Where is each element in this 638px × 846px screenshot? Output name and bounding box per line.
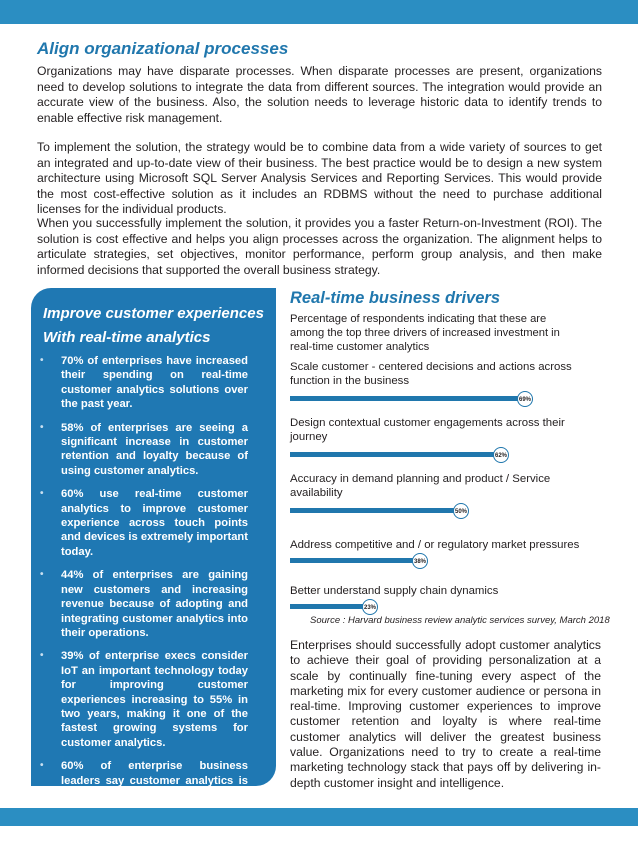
section-heading: Align organizational processes: [37, 39, 289, 58]
intro-paragraph-1: Organizations may have disparate processes. When disparate processes are present, organizations need to develop solutions to integrate the data from different sources. The integration would provide an accurate view of the business. Also, the solution needs to leverage historic data to identify trends to enable effective risk management.: [37, 64, 602, 125]
callout-bullet: • 39% of enterprise execs consider IoT an important technology today for improving customer experiences increasing to 55% in two years, making it one of the fastest growing systems for customer analytics.: [40, 650, 248, 749]
bottom-accent-bar: [0, 808, 638, 826]
bar-category-label: Design contextual customer engagements across their journey: [290, 417, 565, 444]
bar-category-label: Address competitive and / or regulatory market pressures: [290, 539, 580, 551]
callout-bullet: • 60% use real-time customer analytics to improve customer experience across touch points and devices is extremely important today.: [40, 488, 248, 558]
bar-value-label: 50%: [453, 503, 469, 519]
bar: [290, 396, 523, 401]
chart-subtitle: Percentage of respondents indicating that these are among the top three drivers of increased investment in real-time customer analytics: [290, 313, 560, 354]
bullet-icon: •: [40, 760, 44, 772]
callout-bullet: • 58% of enterprises are seeing a significant increase in customer retention and loyalty because of using customer analytics.: [40, 421, 248, 477]
bullet-icon: •: [40, 355, 44, 366]
closing-paragraph: Enterprises should successfully adopt customer analytics to achieve their goal of providing personalization at a scale by continually fine-tuning every aspect of the marketing mix for every customer audience or persona in real-time. Improving customer experiences to improve customer retention and loyalty is where real-time customer analytics will deliver the greatest business value. Organizations need to try to create a real-time marketing technology stack that pays off by delivering in-depth customer insight and intelligence.: [290, 638, 601, 790]
bar-value-label: 69%: [517, 391, 533, 407]
customer-experience-callout: [31, 288, 276, 845]
bar-value-label: 23%: [362, 599, 378, 615]
bullet-icon: •: [40, 569, 44, 581]
bar-category-label: Scale customer - centered decisions and actions across function in the business: [290, 361, 572, 388]
callout-bullet: • 60% of enterprise business leaders say customer analytics is extremely important today, scale.: [40, 760, 248, 845]
bar: [290, 558, 418, 563]
bar-value-label: 38%: [412, 553, 428, 569]
bullet-icon: •: [40, 421, 44, 433]
bullet-icon: •: [40, 488, 44, 500]
intro-paragraph-2: To implement the solution, the strategy would be to combine data from a wide variety of sources to get an integrated and up-to-date view of their business. The best practice would be to design a new system architecture using Microsoft SQL Server Analysis Services and Reporting Services. This would provide the most cost-effective solution as it includes an RDBMS without the need to purchase additional licenses for the individual products.: [37, 140, 602, 217]
bar: [290, 452, 499, 457]
bar: [290, 508, 459, 513]
chart-source: Source : Harvard business review analytic services survey, March 2018: [310, 615, 610, 626]
chart-heading: Real-time business drivers: [290, 289, 501, 307]
intro-paragraph-3: When you successfully implement the solution, it provides you a faster Return-on-Investment (ROI). The solution is cost effective and helps you align processes across the organization. The alignment helps to articulate strategies, set objectives, monitor performance, perform group analysis, and then make informed decisions that supported the overall business strategy.: [37, 216, 602, 277]
callout-title-line-2: With real-time analytics: [43, 329, 211, 346]
top-accent-bar: [0, 0, 638, 24]
bar: [290, 604, 368, 609]
callout-title-line-1: Improve customer experiences: [43, 305, 264, 322]
bar-category-label: Accuracy in demand planning and product / Service availability: [290, 473, 551, 500]
bullet-icon: •: [40, 650, 44, 662]
callout-bullet: • 44% of enterprises are gaining new customers and increasing revenue because of adopting and integrating customer analytics into their operations.: [40, 569, 248, 639]
callout-bullet: • 70% of enterprises have increased their spending on real-time customer analytics solutions over the past year.: [40, 355, 248, 411]
bar-category-label: Better understand supply chain dynamics: [290, 585, 499, 597]
drivers-bar-chart: [290, 360, 610, 630]
callout-bullet-list: [31, 354, 276, 846]
bar-value-label: 62%: [493, 447, 509, 463]
